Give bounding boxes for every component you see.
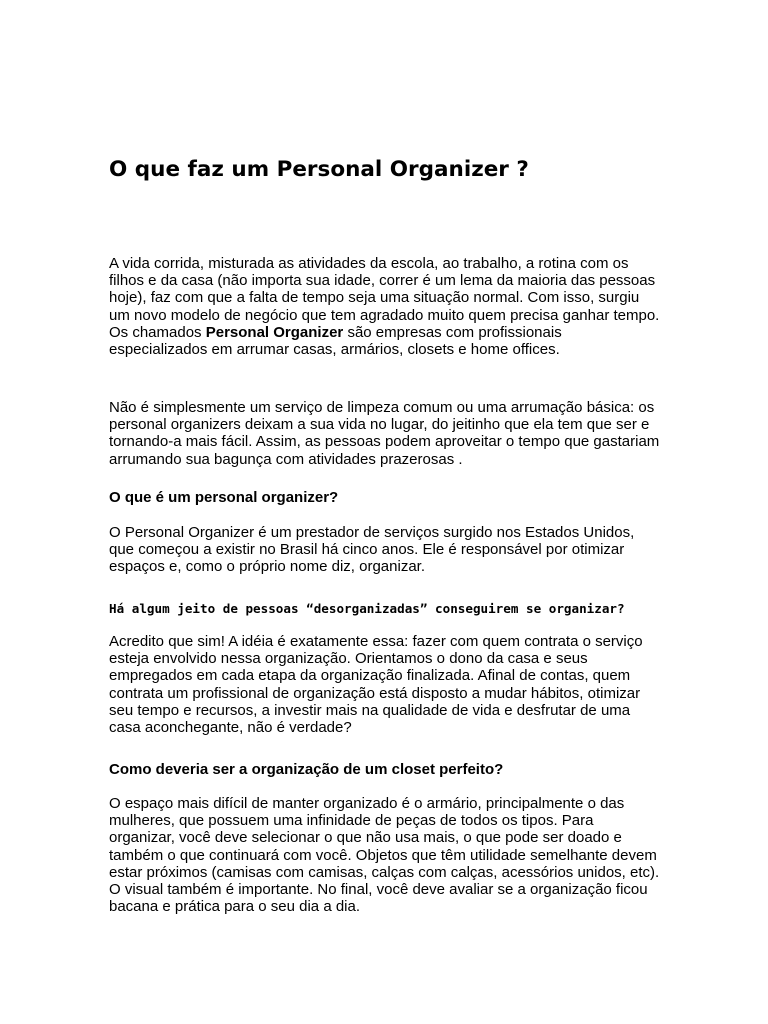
- intro-text-after: são empresas com profissionais especializados em arrumar casas, armários, closets e home offices.: [109, 323, 562, 359]
- section3-body: O espaço mais difícil de manter organizado é o armário, principalmente o das mulheres, que possuem uma infinidade de peças de todos os tipos. Para organizar, você deve selecionar o que não usa mais, o que pode ser doado e também o que continuará com você. Objetos que têm utilidade semelhante devem estar próximos (camisas com camisas, calças com calças, acessórios unidos, etc). O visual também é importante. No final, você deve avaliar se a organização ficou bacana e prática para o seu dia a dia.: [109, 795, 660, 916]
- section2-heading: Há algum jeito de pessoas “desorganizadas” conseguirem se organizar?: [109, 601, 625, 616]
- section3-heading: Como deveria ser a organização de um closet perfeito?: [109, 761, 504, 778]
- intro-bold-term: Personal Organizer: [205, 323, 344, 341]
- intro-paragraph: [109, 255, 661, 358]
- intro-text-before: A vida corrida, misturada as atividades da escola, ao trabalho, a rotina com os filhos e da casa (não importa sua idade, correr é um lema da maioria das pessoas hoje), faz com que a falta de tempo seja uma situação normal. Com isso, surgiu um novo modelo de negócio que tem agradado muito quem precisa ganhar tempo. Os chamados: [109, 255, 660, 341]
- section1-body: O Personal Organizer é um prestador de serviços surgido nos Estados Unidos, que começou a existir no Brasil há cinco anos. Ele é responsável por otimizar espaços e, como o próprio nome diz, organizar.: [109, 524, 635, 576]
- section2-body: Acredito que sim! A idéia é exatamente essa: fazer com quem contrata o serviço esteja envolvido nessa organização. Orientamos o dono da casa e seus empregados em cada etapa da organização finalizada. Afinal de contas, quem contrata um profissional de organização está disposto a mudar hábitos, otimizar seu tempo e recursos, a investir mais na qualidade de vida e desfrutar de uma casa aconchegante, não é verdade?: [109, 633, 643, 737]
- second-paragraph: Não é simplesmente um serviço de limpeza comum ou uma arrumação básica: os personal organizers deixam a sua vida no lugar, do jeitinho que ela tem que ser e tornando-a mais fácil. Assim, as pessoas podem aproveitar o tempo que gastariam arrumando sua bagunça com atividades prazerosas .: [109, 399, 660, 468]
- section1-heading: O que é um personal organizer?: [109, 489, 339, 506]
- document-title: O que faz um Personal Organizer ?: [109, 157, 529, 182]
